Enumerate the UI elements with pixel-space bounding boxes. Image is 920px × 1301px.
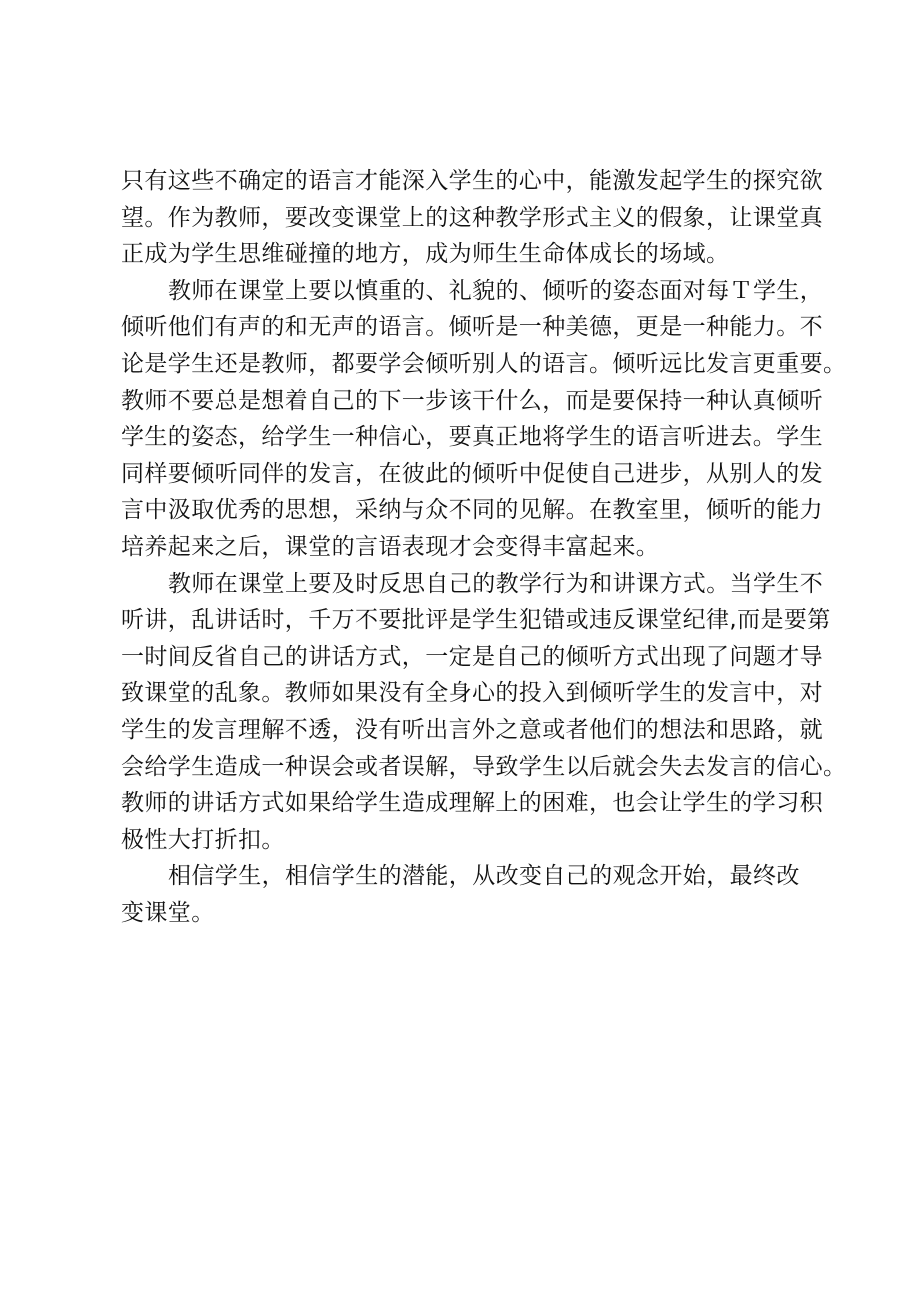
- text-line: 培养起来之后，课堂的言语表现才会变得丰富起来。: [121, 533, 660, 560]
- text-line: 教师在课堂上要及时反思自己的教学行为和讲课方式。当学生不: [168, 570, 824, 597]
- text-line: 言中汲取优秀的思想，采纳与众不同的见解。在教室里，倾听的能力: [121, 497, 823, 524]
- text-line: 极性大打折扣。: [121, 826, 285, 853]
- paragraph-1: [121, 163, 821, 273]
- text-line: 望。作为教师，要改变课堂上的这种教学形式主义的假象，让课堂真: [121, 204, 823, 231]
- text-line: 只有这些不确定的语言才能深入学生的心中，能激发起学生的探究欲: [121, 168, 823, 194]
- paragraph-2: [121, 273, 847, 566]
- text-line: 一时间反省自己的讲话方式，一定是自己的倾听方式出现了问题才导: [121, 643, 823, 670]
- text-line: 同样要倾听同伴的发言，在彼此的倾听中促使自己进步，从别人的发: [121, 460, 823, 487]
- text-line: 正成为学生思维碰撞的地方，成为师生生命体成长的场域。: [121, 241, 730, 268]
- text-line: 倾听他们有声的和无声的语言。倾听是一种美德，更是一种能力。不: [121, 314, 823, 341]
- paragraph-3: [121, 566, 847, 859]
- text-line: 会给学生造成一种误会或者误解，导致学生以后就会失去发言的信心。: [121, 753, 847, 780]
- text-line: 听讲，乱讲话时，千万不要批评是学生犯错或违反课堂纪律,而是要第: [121, 607, 831, 634]
- text-line: 教师在课堂上要以慎重的、礼貌的、倾听的姿态面对每Ｔ学生，: [168, 277, 824, 304]
- text-line: 论是学生还是教师，都要学会倾听别人的语言。倾听远比发言更重要。: [121, 350, 847, 377]
- paragraph-4: [121, 858, 821, 931]
- text-line: 教师的讲话方式如果给学生造成理解上的困难，也会让学生的学习积: [121, 790, 823, 817]
- text-line: 变课堂。: [121, 899, 215, 926]
- text-line: 相信学生，相信学生的潜能，从改变自己的观念开始，最终改: [168, 863, 800, 890]
- text-line: 教师不要总是想着自己的下一步该干什么，而是要保持一种认真倾听: [121, 387, 823, 414]
- text-line: 学生的姿态，给学生一种信心，要真正地将学生的语言听进去。学生: [121, 424, 823, 451]
- document-body: [121, 163, 847, 931]
- text-line: 致课堂的乱象。教师如果没有全身心的投入到倾听学生的发言中，对: [121, 680, 823, 707]
- text-line: 学生的发言理解不透，没有听出言外之意或者他们的想法和思路，就: [121, 716, 823, 743]
